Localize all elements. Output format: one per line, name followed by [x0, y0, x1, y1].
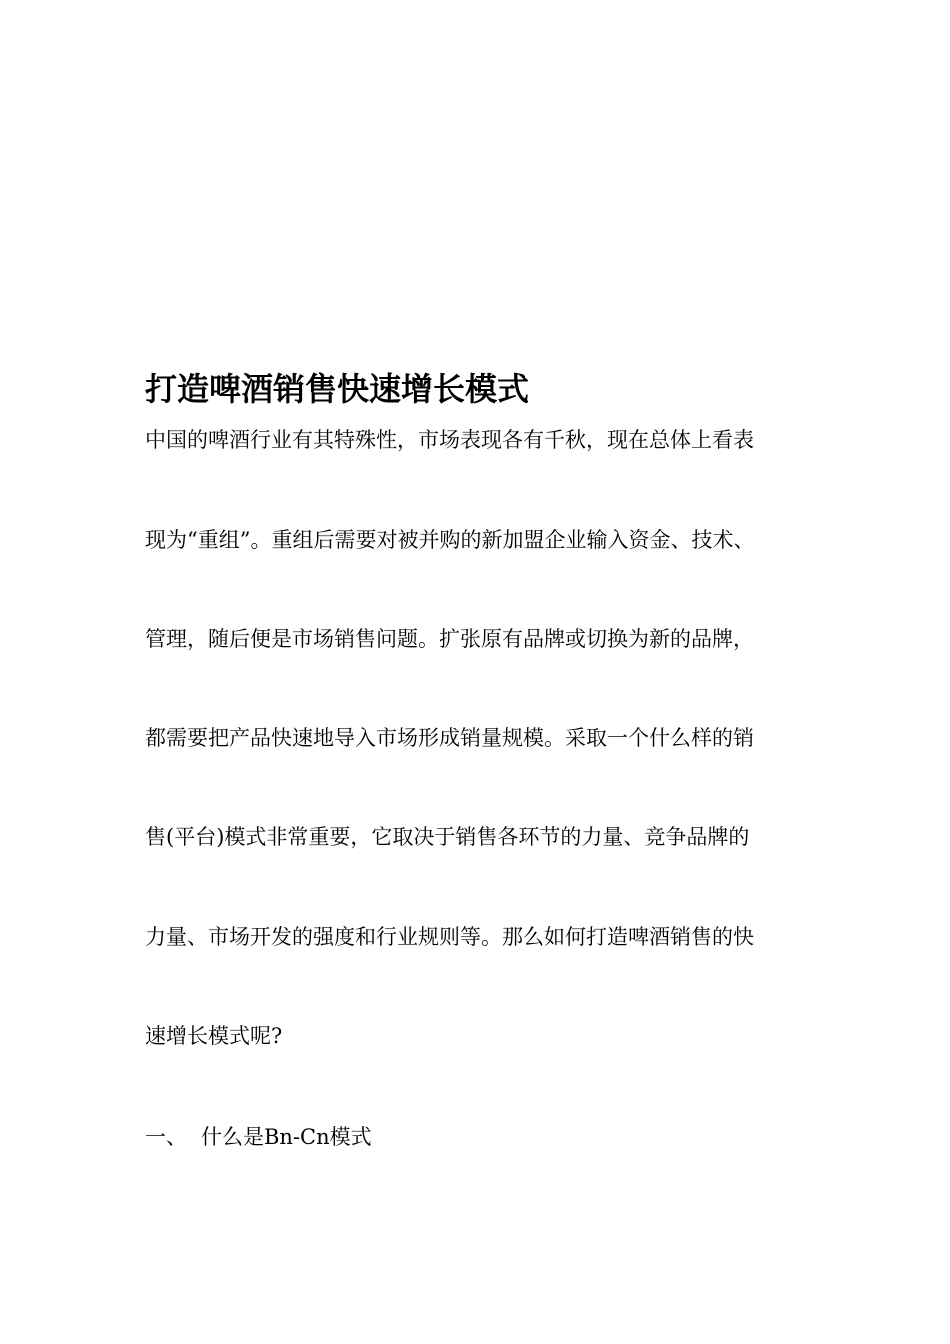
- body-line-1: 中国的啤酒行业有其特殊性，市场表现各有千秋，现在总体上看表: [145, 428, 754, 452]
- body-line-3: 管理，随后便是市场销售问题。扩张原有品牌或切换为新的品牌，: [145, 627, 754, 651]
- section-heading: [145, 1122, 372, 1152]
- section-heading-text: 什么是Bn-Cn模式: [201, 1125, 372, 1149]
- section-heading-number: 一、: [145, 1125, 187, 1149]
- body-line-5: 售(平台)模式非常重要，它取决于销售各环节的力量、竞争品牌的: [145, 825, 750, 849]
- body-line-7: 速增长模式呢?: [145, 1024, 283, 1048]
- body-line-2: 现为“重组”。重组后需要对被并购的新加盟企业输入资金、技术、: [145, 528, 755, 552]
- document-title: 打造啤酒销售快速增长模式: [145, 370, 530, 408]
- body-line-6: 力量、市场开发的强度和行业规则等。那么如何打造啤酒销售的快: [145, 925, 754, 949]
- body-line-4: 都需要把产品快速地导入市场形成销量规模。采取一个什么样的销: [145, 726, 754, 750]
